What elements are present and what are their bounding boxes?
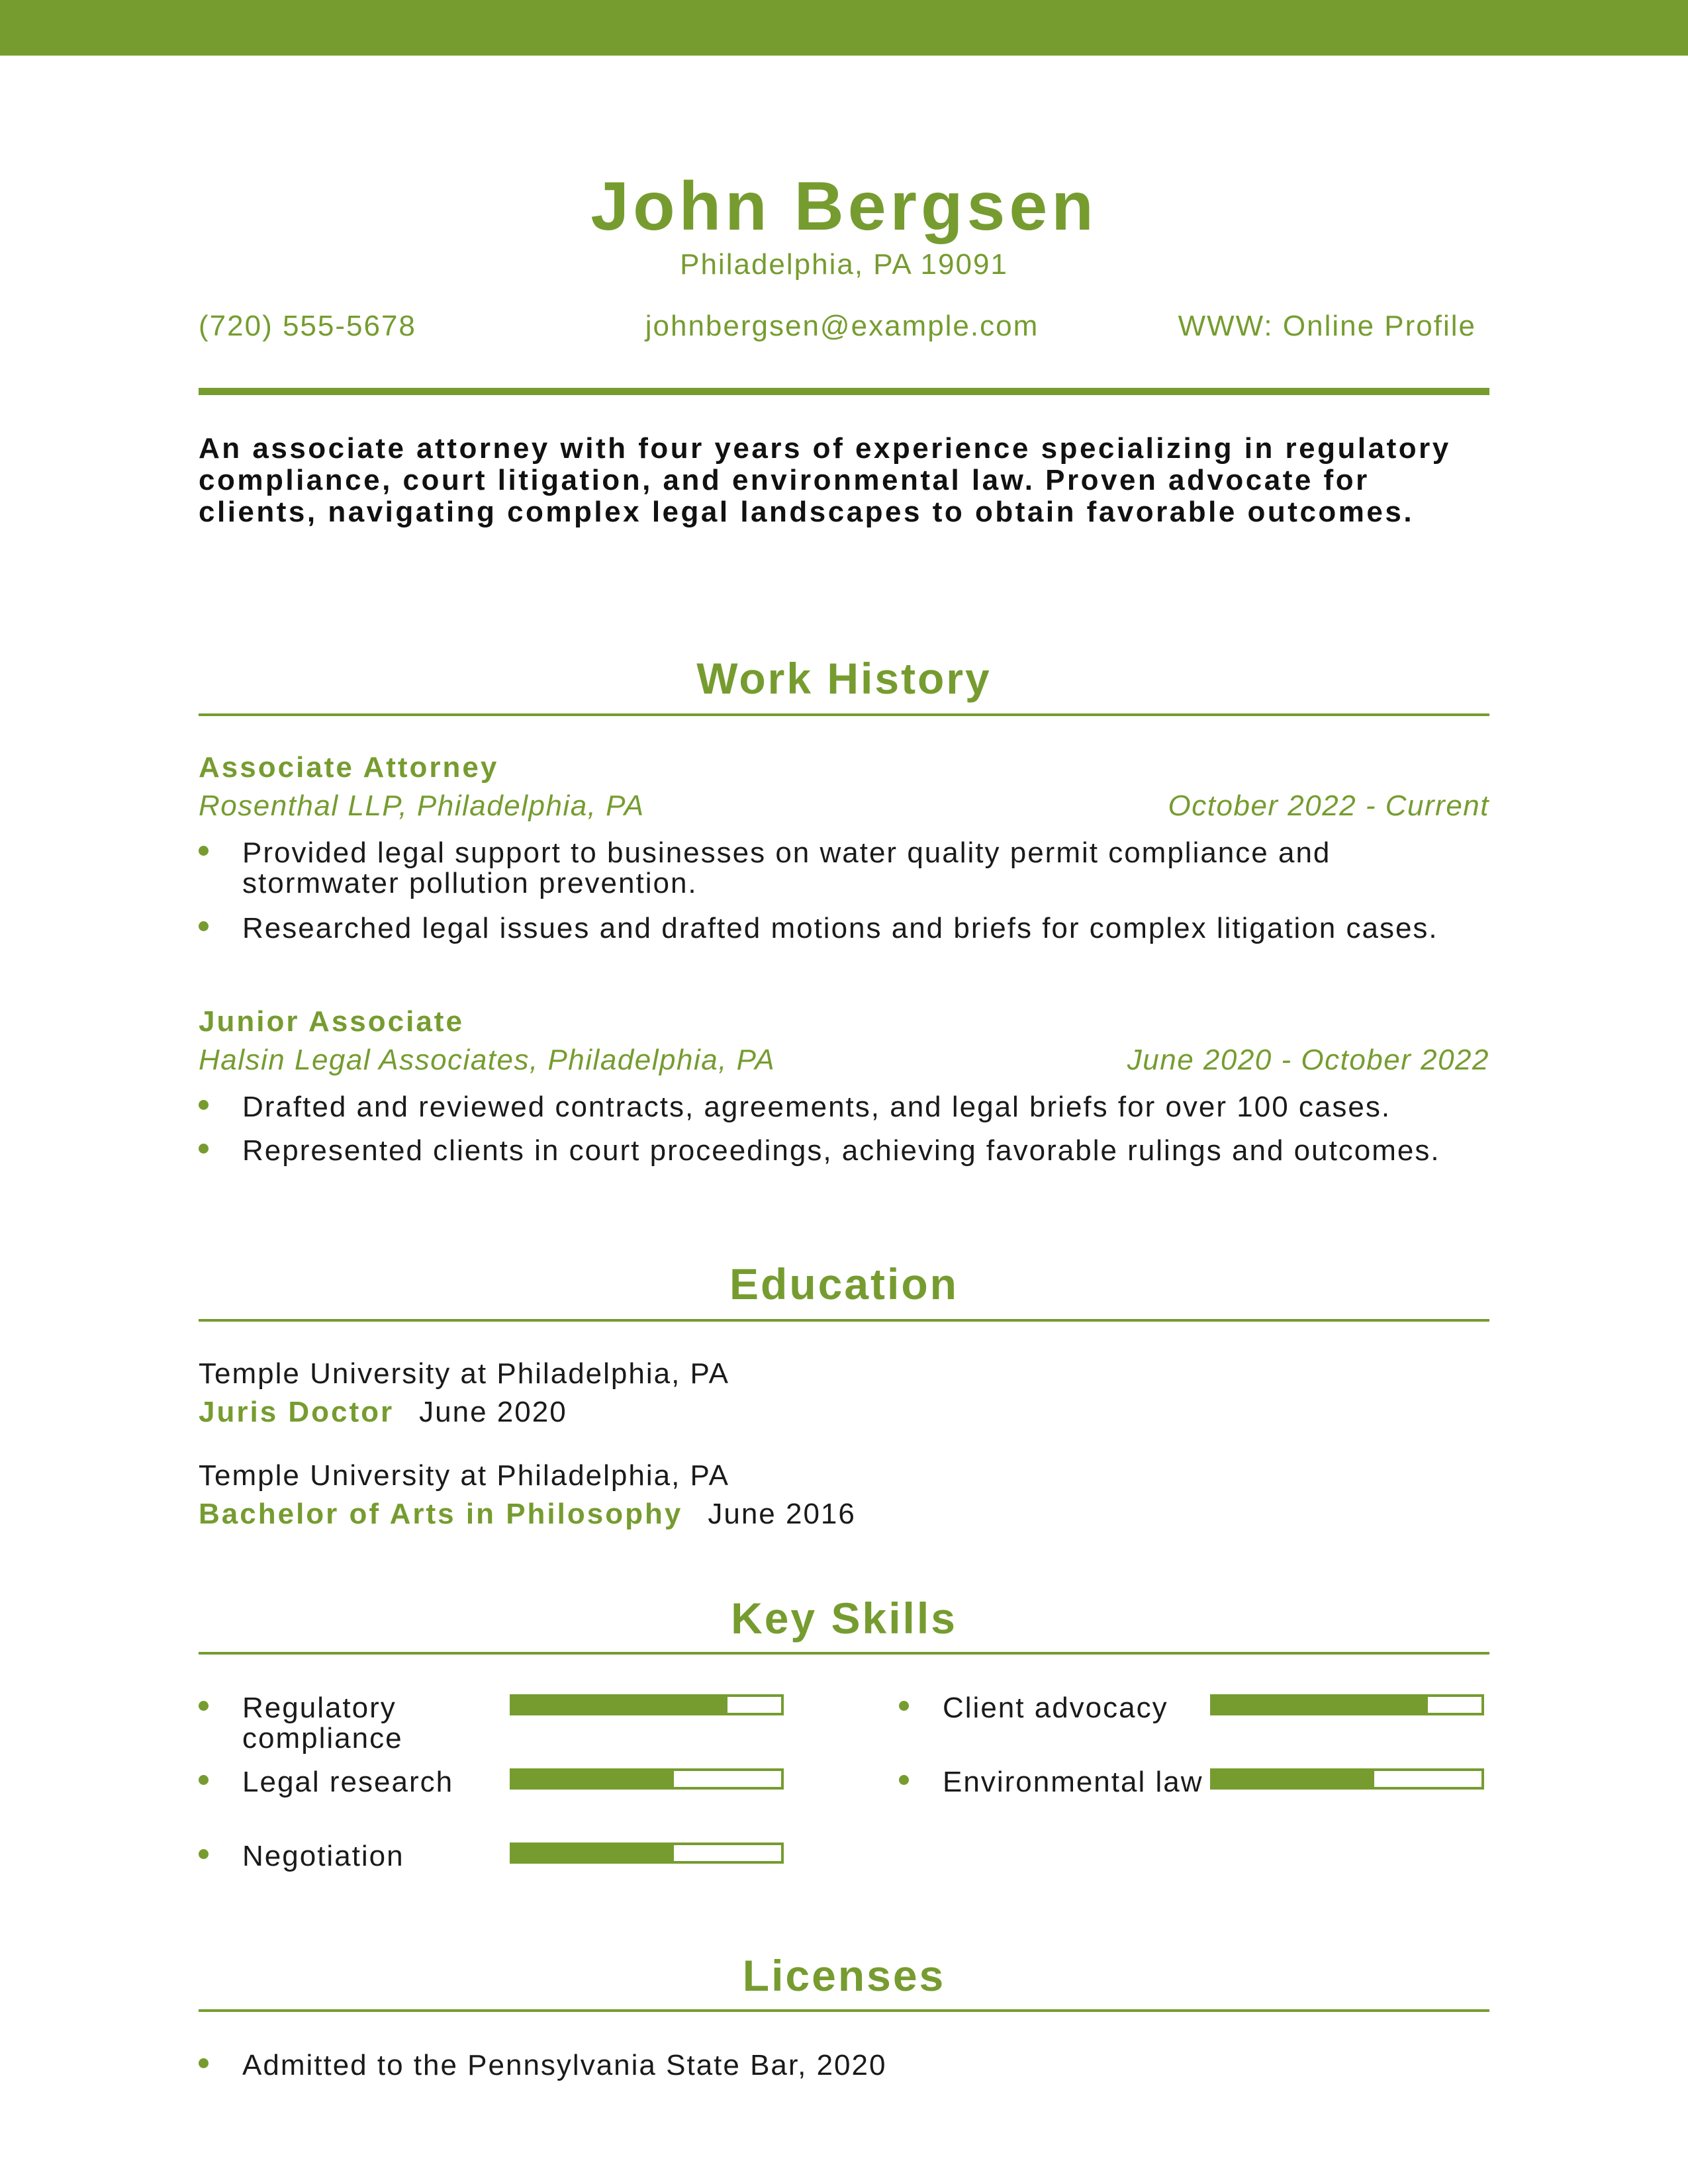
job-title: Junior Associate [199,1005,464,1038]
education-heading: Education [729,1259,959,1308]
job-dates: June 2020 - October 2022 [1127,1044,1489,1076]
skills-divider [199,1652,1489,1655]
professional-summary: An associate attorney with four years of experience specializing in regulatory compliance, court litigation, and environmental law. Proven advocate for clients, navigating complex legal landscapes to obtain favorable outcomes. [199,432,1451,528]
bullet-dot-icon [199,1849,209,1859]
licenses-heading: Licenses [742,1951,946,2000]
license-text: Admitted to the Pennsylvania State Bar, 2020 [242,2049,887,2081]
education-date: June 2016 [708,1498,856,1530]
bullet-dot-icon [199,1775,209,1785]
skill-level-fill [1213,1697,1428,1713]
job-dates: October 2022 - Current [1168,790,1489,822]
skill-level-bar [510,1843,784,1864]
candidate-name: John Bergsen [590,168,1098,245]
bullet-dot-icon [199,1144,209,1154]
skill-level-bar [1210,1768,1484,1790]
skill-name: Regulatory compliance [242,1692,403,1754]
education-degree-row [199,1496,856,1533]
website-link[interactable]: WWW: Online Profile [1178,310,1476,342]
bullet-dot-icon [199,2058,209,2068]
education-date: June 2020 [419,1396,567,1428]
candidate-address: Philadelphia, PA 19091 [680,248,1008,281]
bullet-dot-icon [199,1701,209,1711]
bullet-text: Represented clients in court proceedings, achieving favorable rulings and outcomes. [242,1134,1440,1167]
skill-name: Negotiation [242,1840,404,1872]
skill-level-fill [1213,1771,1374,1787]
skill-name: Client advocacy [943,1692,1168,1724]
education-school: Temple University at Philadelphia, PA [199,1357,729,1390]
header-divider [199,388,1489,395]
education-degree: Bachelor of Arts in Philosophy [199,1498,683,1530]
top-accent-bar [0,0,1688,56]
bullet-dot-icon [899,1775,909,1785]
work-history-heading: Work History [696,654,992,703]
job-company: Rosenthal LLP, Philadelphia, PA [199,790,645,822]
contact-row [199,311,1489,377]
bullet-text: Drafted and reviewed contracts, agreements, and legal briefs for over 100 cases. [242,1091,1391,1123]
skill-level-fill [512,1771,674,1787]
skill-name: Environmental law [943,1766,1203,1798]
bullet-dot-icon [899,1701,909,1711]
education-degree-row [199,1394,567,1431]
phone-number: (720) 555-5678 [199,310,416,342]
skill-level-fill [512,1845,674,1861]
skill-level-bar [510,1768,784,1790]
skill-level-bar [1210,1694,1484,1715]
bullet-text: Provided legal support to businesses on water quality permit compliance and stormwater pollution prevention. [242,837,1331,899]
education-school: Temple University at Philadelphia, PA [199,1459,729,1492]
licenses-divider [199,2009,1489,2012]
skill-name: Legal research [242,1766,454,1798]
bullet-dot-icon [199,921,209,931]
bullet-text: Researched legal issues and drafted motions and briefs for complex litigation cases. [242,912,1438,944]
job-company: Halsin Legal Associates, Philadelphia, PA [199,1044,776,1076]
skill-level-bar [510,1694,784,1715]
skills-heading: Key Skills [731,1594,957,1643]
email-link[interactable]: johnbergsen@example.com [645,310,1039,342]
education-degree: Juris Doctor [199,1396,395,1428]
bullet-dot-icon [199,1100,209,1110]
skill-level-fill [512,1697,727,1713]
work-history-divider [199,713,1489,716]
bullet-dot-icon [199,846,209,856]
education-divider [199,1319,1489,1322]
job-title: Associate Attorney [199,751,499,784]
